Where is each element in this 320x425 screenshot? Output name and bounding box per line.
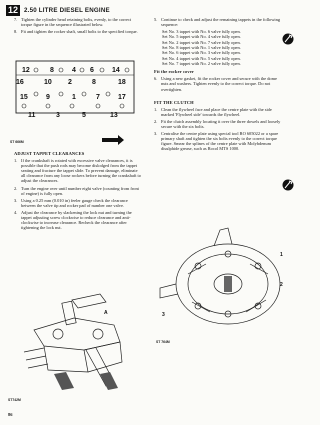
bolt-num-5: 5 xyxy=(82,112,86,119)
bolt-num-2: 2 xyxy=(68,79,72,86)
bolt-num-11: 11 xyxy=(28,112,36,119)
tappet-sequence-list xyxy=(162,29,282,66)
feeler-label: A xyxy=(104,310,108,316)
clutch-label-1: 1 xyxy=(280,252,283,258)
tappet-step-4: 4. Adjust the clearance by slackening the lock nut and turning the tappet adjusting screw clockwise to reduce clearance and anti-clockwise to increase clearance. Recheck the clearance after tightening the lock nut. xyxy=(14,209,132,231)
step-6: 6. Using a new gasket, fit the rocker cover and secure with the dome nuts and washers. Tighten evenly to the correct torque. Do not overtighten. xyxy=(154,76,277,92)
tappet-adjustment-illustration xyxy=(14,290,142,398)
clutch-step-1: 1. Clean the flywheel face and place the centre plate with the side marked 'Flywheel side' towards the flywheel. xyxy=(154,106,272,117)
tappet-sequence-item: Set No. 8 tappet with No. 1 valve fully open. xyxy=(162,45,241,51)
bolt-num-9: 9 xyxy=(46,94,50,101)
tappet-sequence-item: Set No. 2 tappet with No. 7 valve fully open. xyxy=(162,39,241,45)
bolt-num-1: 1 xyxy=(72,94,76,101)
tappet-sequence-item: Set No. 5 tappet with No. 4 valve fully open. xyxy=(162,34,241,40)
tappet-step-1: 1. If the crankshaft is rotated with excessive valve clearances, it is possible that the push rods may become dislodged from the tappet seating and fracture the tappet slide. To prevent damage, eliminate all clearance from any loose rockers before turning the crankshaft to adjust the clearances. xyxy=(14,158,141,184)
tappet-sequence-item: Set No. 7 tappet with No. 2 valve fully open. xyxy=(162,60,241,66)
rocker-cover-heading: Fit the rocker cover xyxy=(154,69,194,75)
step-8: 8. Fit and tighten the rocker shaft, small bolts to the specified torque. xyxy=(14,29,138,35)
step-7: 7. Tighten the cylinder head retaining bolts, evenly, to the correct torque figure in the sequence illustrated below. xyxy=(14,17,132,28)
spanner-icon xyxy=(282,178,294,192)
clutch-step-2: 2. Fit the clutch assembly locating it over the three dowels and loosely secure with the six bolts. xyxy=(154,118,281,130)
bolt-num-8b: 8 xyxy=(92,79,96,86)
spanner-icon xyxy=(282,32,294,46)
bolt-num-3: 3 xyxy=(56,112,60,119)
left-column-lower xyxy=(14,148,142,232)
bolt-num-10: 10 xyxy=(44,79,52,86)
bolt-num-18: 18 xyxy=(118,79,126,86)
tappet-sequence-item: Set No. 4 tappet with No. 5 valve fully open. xyxy=(162,55,241,61)
bolt-num-12: 12 xyxy=(22,67,30,74)
tappet-heading: ADJUST TAPPET CLEARANCES xyxy=(14,151,85,156)
tappet-step-2: 2. Turn the engine over until number eight valve (counting from front of engine) is fully open. xyxy=(14,185,139,196)
tappet-sequence-item: Set No. 3 tappet with No. 6 valve fully open. xyxy=(162,29,241,35)
tappet-step-3: 3. Using a 0.25 mm (0.010 in) feeler gauge check the clearance between the valve tip and rocker pad of number one valve. xyxy=(14,197,128,208)
step-5: 5. Continue to check and adjust the remaining tappets in the following sequence: xyxy=(154,17,281,28)
bolt-num-4: 4 xyxy=(72,67,76,74)
page-number: 86 xyxy=(8,412,13,417)
bolt-num-7: 7 xyxy=(96,94,100,101)
bolt-figure-caption: ST 666M xyxy=(10,140,24,144)
left-column xyxy=(14,17,142,36)
clutch-label-3: 3 xyxy=(162,312,165,318)
clutch-step-3: 3. Centralise the centre plate using special tool RO 605022 or a spare primary shaft and tighten the six bolts evenly to the correct torque figure. Smear the splines of the centre plate with Molybdenum disulphide grease, such as Rocol MTS 1000. xyxy=(154,131,279,152)
bolt-num-15: 15 xyxy=(20,94,28,101)
clutch-label-2: 2 xyxy=(280,282,283,288)
tappet-figure-caption: ST742M xyxy=(8,398,21,402)
bolt-num-8: 8 xyxy=(50,67,54,74)
bolt-num-16: 16 xyxy=(16,79,24,86)
bolt-num-6: 6 xyxy=(90,67,94,74)
section-title: 2.50 LITRE DIESEL ENGINE xyxy=(24,6,110,14)
tappet-sequence-item: Set No. 6 tappet with No. 3 valve fully open. xyxy=(162,50,241,56)
bolt-num-13: 13 xyxy=(110,112,118,119)
clutch-figure-caption: ST 764M xyxy=(156,340,170,344)
page-header xyxy=(6,4,110,16)
bolt-num-14: 14 xyxy=(112,67,120,74)
clutch-heading: FIT THE CLUTCH xyxy=(154,99,194,105)
clutch-illustration xyxy=(158,226,292,338)
right-column xyxy=(154,17,282,153)
front-arrow-icon xyxy=(102,135,124,145)
section-badge: 12 xyxy=(8,4,19,15)
bolt-sequence-diagram xyxy=(14,58,142,146)
bolt-num-17: 17 xyxy=(118,94,126,101)
